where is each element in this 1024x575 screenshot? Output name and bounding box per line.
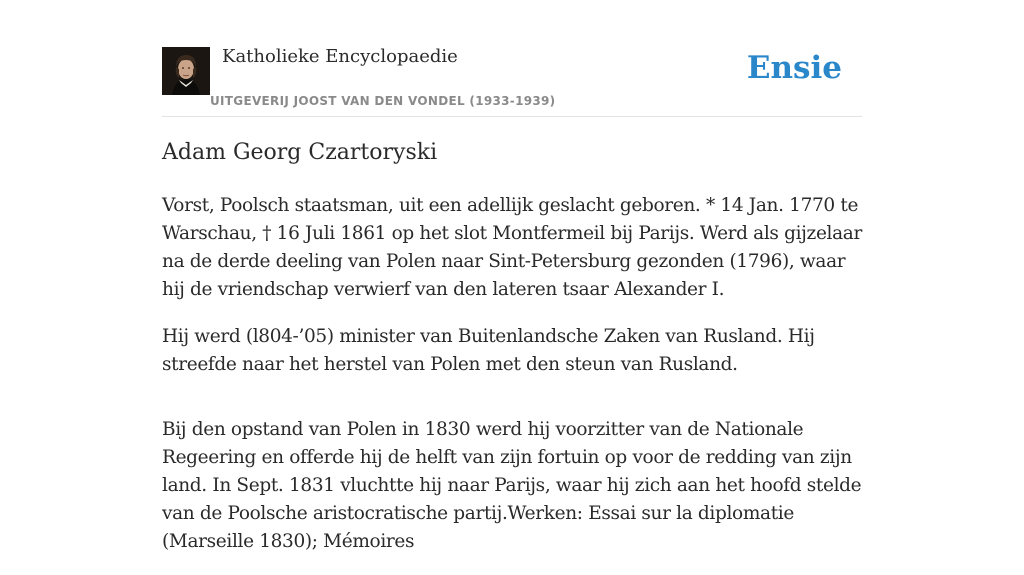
site-title[interactable]: Katholieke Encyclopaedie (222, 46, 458, 67)
article-paragraph: Hij werd (l804-’05) minister van Buitenlandsche Zaken van Rusland. Hij streefde naar het herstel van Polen met den steun van Rusland. (162, 326, 815, 375)
brand-logo[interactable]: Ensie (746, 50, 842, 86)
article-title: Adam Georg Czartoryski (162, 140, 438, 165)
article-paragraph: Vorst, Poolsch staatsman, uit een adellijk geslacht geboren. * 14 Jan. 1770 te Warschau, † 16 Juli 1861 op het slot Montfermeil bij Parijs. Werd als gijzelaar na de derde deeling van Polen naar Sint-Petersburg gezonden (1796), waar hij de vriendschap verwierf van den lateren tsaar Alexander I. (162, 195, 862, 300)
portrait-avatar[interactable] (162, 47, 210, 95)
article-body (162, 192, 862, 575)
portrait-icon (162, 47, 210, 95)
publisher-label: UITGEVERIJ JOOST VAN DEN VONDEL (1933-1939) (210, 94, 556, 108)
article-paragraph: Bij den opstand van Polen in 1830 werd hij voorzitter van de Nationale Regeering en offerde hij de helft van zijn fortuin op voor de redding van zijn land. In Sept. 1831 vluchtte hij naar Parijs, waar hij zich aan het hoofd stelde van de Poolsche aristocratische partij.Werken: Essai sur la diplomatie (Marseille 1830); Mémoires (162, 419, 862, 552)
site-header (162, 44, 862, 117)
